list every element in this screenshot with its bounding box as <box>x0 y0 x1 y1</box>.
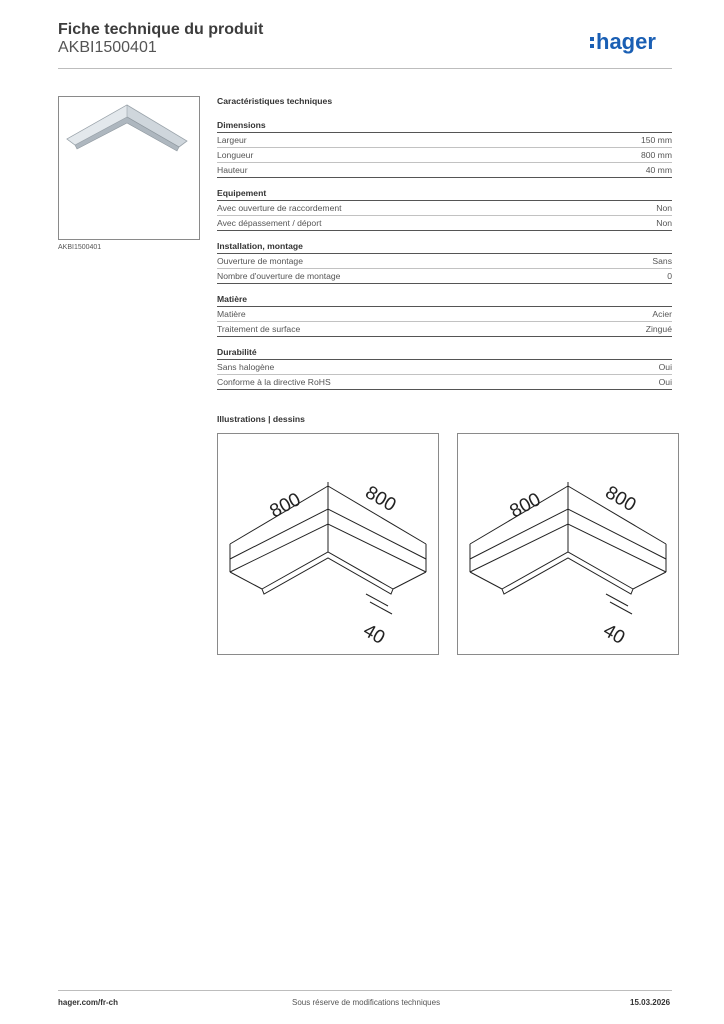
section-installation <box>217 240 672 284</box>
spec-row: Largeur 150 mm <box>217 133 672 148</box>
illustrations-title: Illustrations | dessins <box>217 414 305 424</box>
dimension-length-a: 800 <box>506 488 545 523</box>
section-dimensions <box>217 119 672 178</box>
product-reference: AKBI1500401 <box>58 39 157 56</box>
specs-title: Caractéristiques techniques <box>217 96 333 106</box>
page-title: Fiche technique du produit <box>58 21 264 38</box>
spec-row: Matière Acier <box>217 307 672 322</box>
section-title: Durabilité <box>217 346 672 360</box>
header-divider <box>58 68 672 69</box>
section-title: Matière <box>217 293 672 307</box>
spec-row: Avec ouverture de raccordement Non <box>217 201 672 216</box>
spec-row: Hauteur 40 mm <box>217 163 672 178</box>
product-photo <box>58 96 200 240</box>
dimension-height: 40 <box>599 620 629 649</box>
footer-divider <box>58 990 672 991</box>
footer-website: hager.com/fr-ch <box>58 998 119 1007</box>
logo-text: hager <box>596 29 656 54</box>
spec-row: Avec dépassement / déport Non <box>217 216 672 231</box>
spec-row: Nombre d'ouverture de montage 0 <box>217 269 672 284</box>
footer-notice: Sous réserve de modifications techniques <box>292 998 441 1007</box>
hager-logo <box>590 28 680 56</box>
dimension-length-b: 800 <box>361 482 400 517</box>
spec-row: Sans halogène Oui <box>217 360 672 375</box>
spec-row: Longueur 800 mm <box>217 148 672 163</box>
technical-drawing-1 <box>217 433 439 655</box>
technical-drawing-2 <box>457 433 679 655</box>
technical-specs <box>217 96 672 390</box>
section-equipement <box>217 187 672 231</box>
dimension-length-b: 800 <box>601 482 640 517</box>
spec-row: Ouverture de montage Sans <box>217 254 672 269</box>
dimension-length-a: 800 <box>266 488 305 523</box>
footer-date: 15.03.2026 <box>630 998 671 1007</box>
section-title: Dimensions <box>217 119 672 133</box>
section-title: Equipement <box>217 187 672 201</box>
section-durabilite <box>217 346 672 390</box>
section-matiere <box>217 293 672 337</box>
section-title: Installation, montage <box>217 240 672 254</box>
dimension-height: 40 <box>359 620 389 649</box>
spec-row: Traitement de surface Zingué <box>217 322 672 337</box>
spec-row: Conforme à la directive RoHS Oui <box>217 375 672 390</box>
product-photo-caption: AKBI1500401 <box>58 244 102 251</box>
